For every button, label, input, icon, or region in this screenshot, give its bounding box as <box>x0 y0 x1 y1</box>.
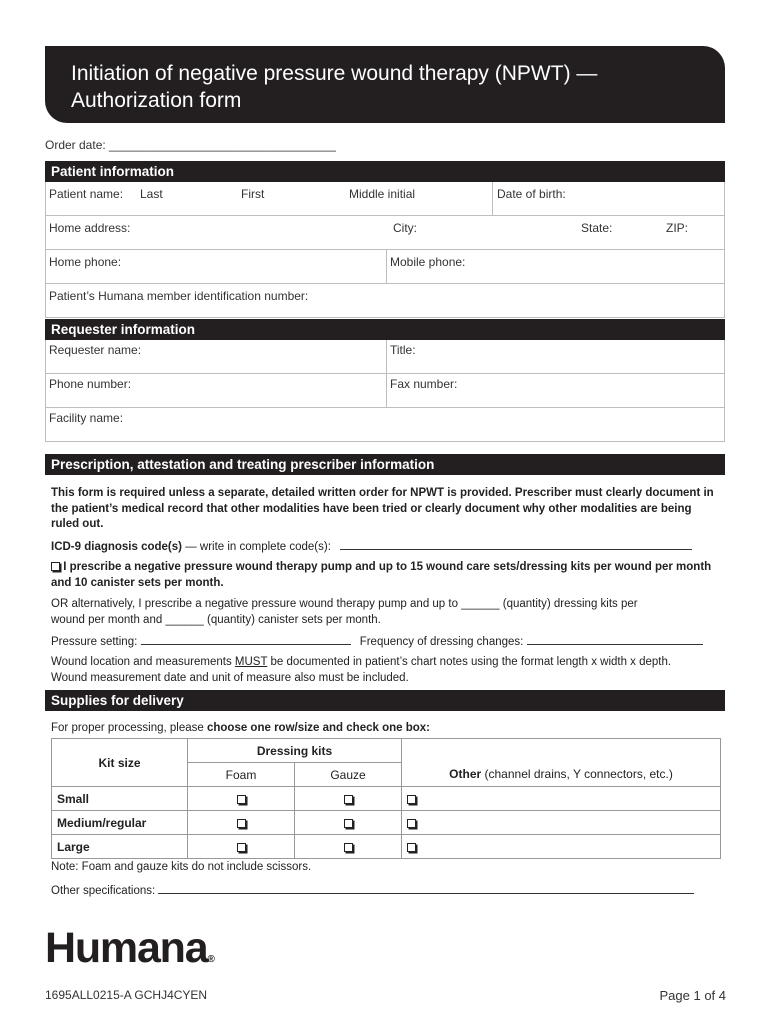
prescription-section-heading: Prescription, attestation and treating prescriber information <box>45 454 725 475</box>
other-header: Other (channel drains, Y connectors, etc.) <box>402 763 721 787</box>
pressure-input-line[interactable] <box>141 634 351 645</box>
fax-number-field[interactable]: Fax number: <box>390 377 458 391</box>
kit-size-label: Large <box>52 835 188 859</box>
humana-logo: Humana® <box>45 924 215 972</box>
home-phone-field[interactable]: Home phone: <box>49 255 122 269</box>
kit-size-header: Kit size <box>52 739 188 787</box>
dob-field[interactable]: Date of birth: <box>497 187 566 201</box>
supplies-table <box>51 738 721 859</box>
zip-field[interactable]: ZIP: <box>666 221 689 235</box>
city-field[interactable]: City: <box>393 221 417 235</box>
alternative-line-1: OR alternatively, I prescribe a negative pressure wound therapy pump and up to ______ (quantity) dressing kits per <box>51 598 638 610</box>
medium-other-checkbox[interactable] <box>407 819 416 828</box>
member-id-field[interactable]: Patient’s Humana member identification number: <box>49 289 309 303</box>
wound-note <box>51 655 721 686</box>
form-code: 1695ALL0215-A GCHJ4CYEN <box>45 988 208 1002</box>
mobile-phone-field[interactable]: Mobile phone: <box>390 255 466 269</box>
other-specifications-line <box>51 883 721 900</box>
pressure-label: Pressure setting: <box>51 636 138 648</box>
phone-number-field[interactable]: Phone number: <box>49 377 132 391</box>
requester-section-heading: Requester information <box>45 319 725 340</box>
phone-row <box>45 250 725 284</box>
form-header <box>45 46 725 123</box>
first-name-field[interactable]: First <box>241 187 265 201</box>
order-date-label: Order date: <box>45 138 106 152</box>
small-other-checkbox[interactable] <box>407 795 416 804</box>
table-row <box>52 787 721 811</box>
divider <box>386 374 387 407</box>
patient-name-row <box>45 182 725 216</box>
prescription-intro: This form is required unless a separate, detailed written order for NPWT is provided. Prescriber must clearly document in the patient’s medical record that other modalities have been tried or clearly document why other modalities are being ruled out. <box>51 487 714 530</box>
frequency-label: Frequency of dressing changes: <box>359 636 524 648</box>
kit-size-label: Small <box>52 787 188 811</box>
divider <box>386 250 387 283</box>
facility-row <box>45 408 725 442</box>
scissors-note: Note: Foam and gauze kits do not include scissors. <box>51 861 312 873</box>
large-other-checkbox[interactable] <box>407 843 416 852</box>
wound-note-must: MUST <box>234 656 268 668</box>
icd-line <box>51 539 721 556</box>
medium-foam-checkbox[interactable] <box>237 819 246 828</box>
option-one <box>51 560 721 591</box>
divider <box>386 340 387 373</box>
instructions-b: choose one row/size and check one box: <box>206 722 430 734</box>
page-number: Page 1 of 4 <box>659 988 726 1003</box>
facility-name-field[interactable]: Facility name: <box>49 411 124 425</box>
wound-note-b: be documented in patient’s chart notes using the format length x width x depth. <box>267 656 672 668</box>
option-one-text: I prescribe a negative pressure wound therapy pump and up to 15 wound care sets/dressing kits per wound per month and 10 canister sets per month. <box>51 561 712 589</box>
home-address-row <box>45 216 725 250</box>
other-specifications-input[interactable] <box>158 883 694 894</box>
pressure-frequency-line <box>51 634 721 651</box>
state-field[interactable]: State: <box>581 221 613 235</box>
dressing-kits-header: Dressing kits <box>188 739 402 763</box>
empty-header <box>402 739 721 763</box>
icd-instruction: — write in complete code(s): <box>182 541 331 553</box>
option-one-checkbox[interactable] <box>51 562 60 571</box>
alternative-line-2: wound per month and ______ (quantity) canister sets per month. <box>51 613 381 626</box>
icd-input-line[interactable] <box>340 539 692 550</box>
foam-header: Foam <box>188 763 295 787</box>
supplies-section-heading: Supplies for delivery <box>45 690 725 711</box>
kit-size-label: Medium/regular <box>52 811 188 835</box>
divider <box>492 182 493 215</box>
requester-phone-row <box>45 374 725 408</box>
medium-gauze-checkbox[interactable] <box>344 819 353 828</box>
frequency-input-line[interactable] <box>527 634 703 645</box>
last-name-field[interactable]: Last <box>140 187 163 201</box>
member-id-row <box>45 284 725 318</box>
title-line-1: Initiation of negative pressure wound therapy (NPWT) — <box>71 62 598 85</box>
small-foam-checkbox[interactable] <box>237 795 246 804</box>
patient-section-heading: Patient information <box>45 161 725 182</box>
title-line-2: Authorization form <box>71 89 242 112</box>
home-address-field[interactable]: Home address: <box>49 221 131 235</box>
instructions-a: For proper processing, please <box>51 722 207 734</box>
patient-name-label: Patient name: <box>49 187 124 201</box>
table-row <box>52 811 721 835</box>
icd-label: ICD-9 diagnosis code(s) <box>51 541 182 553</box>
form-title <box>71 60 597 114</box>
wound-note-a: Wound location and measurements <box>51 656 232 668</box>
gauze-header: Gauze <box>295 763 402 787</box>
table-row <box>52 835 721 859</box>
other-specifications-label: Other specifications: <box>51 885 156 897</box>
alternative-text <box>51 597 721 628</box>
order-date-blank[interactable]: __________________________________ <box>109 138 336 152</box>
supplies-instructions <box>51 721 721 737</box>
small-gauze-checkbox[interactable] <box>344 795 353 804</box>
requester-name-row <box>45 340 725 374</box>
middle-initial-field[interactable]: Middle initial <box>349 187 416 201</box>
large-gauze-checkbox[interactable] <box>344 843 353 852</box>
large-foam-checkbox[interactable] <box>237 843 246 852</box>
order-date-field[interactable] <box>45 138 336 152</box>
wound-note-c: Wound measurement date and unit of measure also must be included. <box>51 671 409 684</box>
title-field[interactable]: Title: <box>390 343 416 357</box>
requester-name-field[interactable]: Requester name: <box>49 343 142 357</box>
